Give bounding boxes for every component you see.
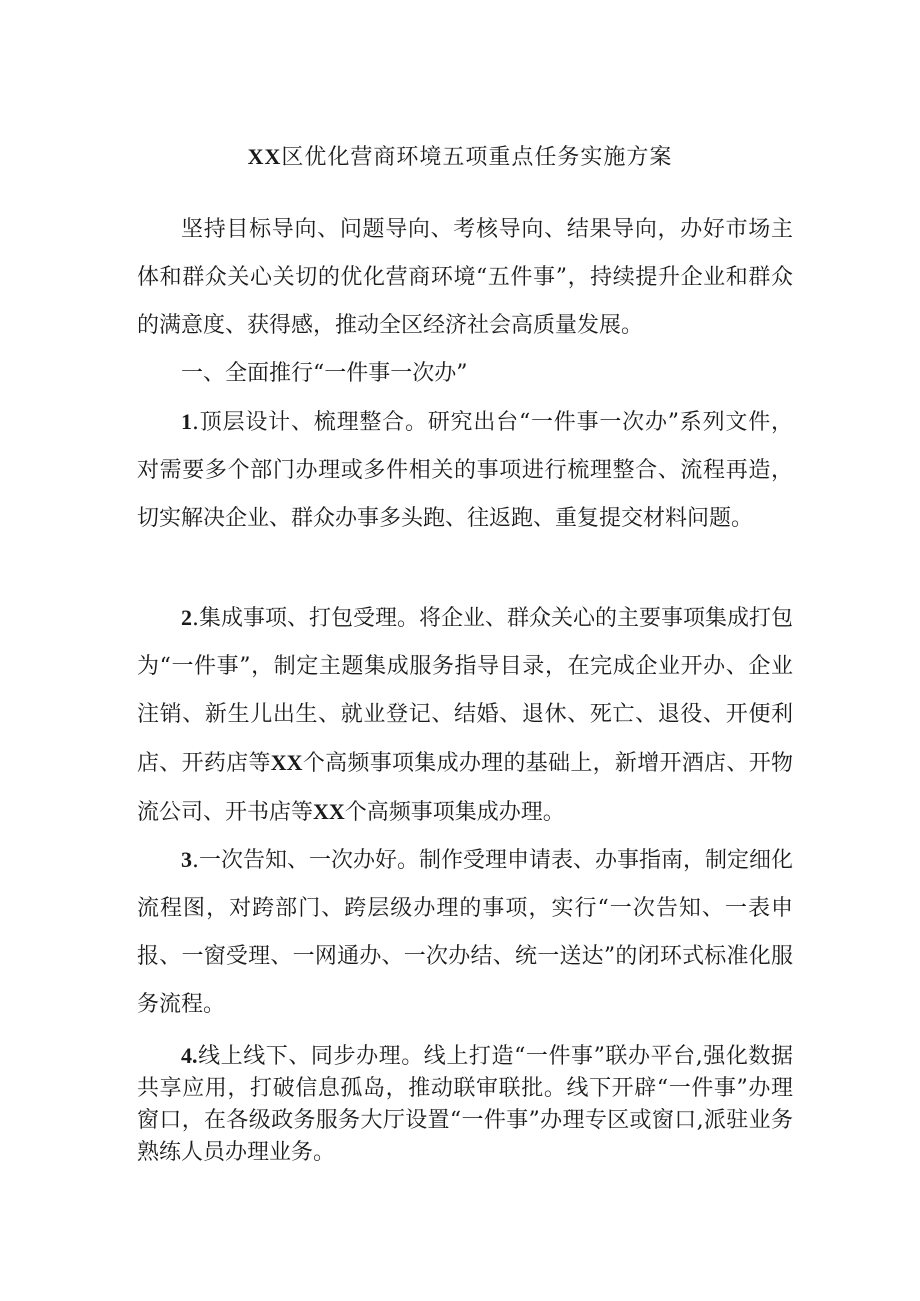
- item-text-2a: .集成事项、打包受理。将企业、群众关心的主要事项集成打包为“一件事”，制定主题集成服务指导目录，在完成企业开办、企业注销、新生儿出生、就业登记、结婚、退休、死亡、退役、开便利店、开药店等: [137, 606, 793, 776]
- item-text-2b: 个高频事项集成办理的基础上，新增开酒店、开物流公司、开书店等: [137, 751, 793, 825]
- item-text-4: 线上线下、同步办理。线上打造“一件事”联办平台,强化数据共享应用，打破信息孤岛，推动联审联批。线下开辟“一件事”办理窗口，在各级政务服务大厅设置“一件事”办理专区或窗口,派驻业务熟练人员办理业务。: [137, 1044, 793, 1165]
- item-paragraph-3: [137, 836, 793, 1029]
- item-text-1: .顶层设计、梳理整合。研究出台“一件事一次办”系列文件，对需要多个部门办理或多件相关的事项进行梳理整合、流程再造，切实解决企业、群众办事多头跑、往返跑、重复提交材料问题。: [137, 410, 793, 531]
- item-paragraph-1: [137, 398, 793, 543]
- title-text: 区优化营商环境五项重点任务实施方案: [281, 145, 673, 170]
- item-text-2c: 个高频事项集成办理。: [344, 800, 565, 825]
- document-title: [0, 142, 920, 173]
- title-prefix: XX: [247, 144, 282, 169]
- section-heading-1: 一、全面推行“一件事一次办”: [181, 361, 468, 386]
- item-number-1: 1: [181, 409, 192, 434]
- item-xx-2: XX: [313, 799, 345, 824]
- item-text-3: .一次告知、一次办好。制作受理申请表、办事指南，制定细化流程图，对跨部门、跨层级办理的事项，实行“一次告知、一表申报、一窗受理、一网通办、一次办结、统一送达”的闭环式标准化服务流程。: [137, 848, 793, 1017]
- item-number-2: 2: [181, 605, 192, 630]
- item-number-4: 4.: [181, 1043, 198, 1068]
- item-number-3: 3: [181, 847, 192, 872]
- item-paragraph-4: [137, 1040, 793, 1169]
- item-paragraph-2: [137, 594, 793, 837]
- item-xx-1: XX: [270, 750, 303, 775]
- intro-paragraph: 坚持目标导向、问题导向、考核导向、结果导向，办好市场主体和群众关心关切的优化营商环境“五件事”，持续提升企业和群众的满意度、获得感，推动全区经济社会高质量发展。: [137, 217, 793, 338]
